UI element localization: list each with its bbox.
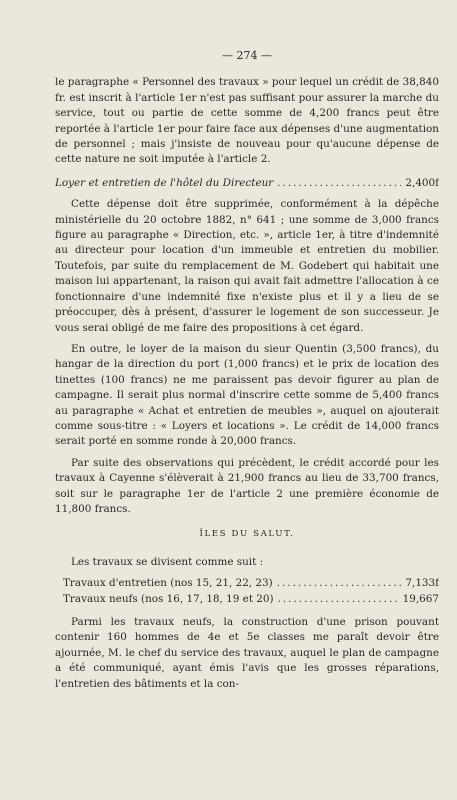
page-content <box>55 48 439 698</box>
leader-dots <box>278 592 399 607</box>
section-heading: ÎLES DU SALUT. <box>199 529 295 540</box>
paragraph-suppression: Cette dépense doit être supprimée, conformément à la dépêche ministérielle du 20 octobre 1882, n° 641 ; une somme de 3,000 francs figure au paragraphe « Direction, etc. », article 1er, à titre d'indemnité au directeur pour location d'un immeuble et entretien du mobilier. Toutefois, par suite du remplacement de M. Godebert qui habitait une maison lui appartenant, la raison qui avait fait admettre l'allocation à ce fonctionnaire d'une indemnité fixe n'existe plus et il y a lieu de se préoccuper, dès à présent, d'assurer le logement de son successeur. Je vous serai obligé de me faire des propositions à cet égard. <box>55 198 439 334</box>
page-number: — 274 — <box>222 49 272 62</box>
paragraph-credit-cayenne: Par suite des observations qui précèdent, le crédit accordé pour les travaux à Cayenne s'élèverait à 21,900 francs au lieu de 33,700 francs, soit sur le paragraphe 1er de l'article 2 une première économie de 11,800 francs. <box>55 456 439 515</box>
works-label: Travaux neufs (nos 16, 17, 18, 19 et 20) <box>63 592 274 605</box>
leader-dots <box>277 576 402 591</box>
line-item-loyer <box>55 176 439 191</box>
works-row-neufs <box>55 592 439 607</box>
paragraph-prison: Parmi les travaux neufs, la construction d'une prison pouvant contenir 160 hommes de 4e et 5e classes me paraît devoir être ajournée, M. le chef du service des travaux, auquel le plan de campagne a été communiqué, ayant émis l'avis que les grosses réparations, l'entretien des bâtiments et la con- <box>55 616 439 690</box>
paragraph-personnel: le paragraphe « Personnel des travaux » pour lequel un crédit de 38,840 fr. est inscrit à l'article 1er n'est pas suffisant pour assurer la marche du service, tout ou partie de cette somme de 4,200 francs peut être reportée à l'article 1er pour faire face aux dépenses d'une augmentation de personnel ; mais j'insiste de nouveau pour qu'aucune dépense de cette nature ne soit imputée à l'article 2. <box>55 76 439 166</box>
line-item-label: Loyer et entretien de l'hôtel du Directeur <box>55 176 274 189</box>
line-item-amount: 2,400f <box>405 176 439 189</box>
leader-dots <box>277 176 401 191</box>
paragraph-loyer-quentin: En outre, le loyer de la maison du sieur Quentin (3,500 francs), du hangar de la direction du port (1,000 francs) et le prix de location des tinettes (100 francs) ne me paraissent pas devoir figurer au plan de campagne. Il serait plus normal d'inscrire cette somme de 5,400 francs au paragraphe « Achat et entretien de meubles », auquel on ajouterait comme sous-titre : « Loyers et locations ». Le crédit de 14,000 francs serait porté en somme ronde à 20,000 francs. <box>55 342 439 448</box>
paragraph-travaux-intro: Les travaux se divisent comme suit : <box>71 555 264 568</box>
works-row-entretien <box>55 576 439 591</box>
works-label: Travaux d'entretien (nos 15, 21, 22, 23) <box>63 577 273 590</box>
works-amount: 7,133f <box>405 577 439 590</box>
works-amount: 19,667 <box>402 592 439 605</box>
